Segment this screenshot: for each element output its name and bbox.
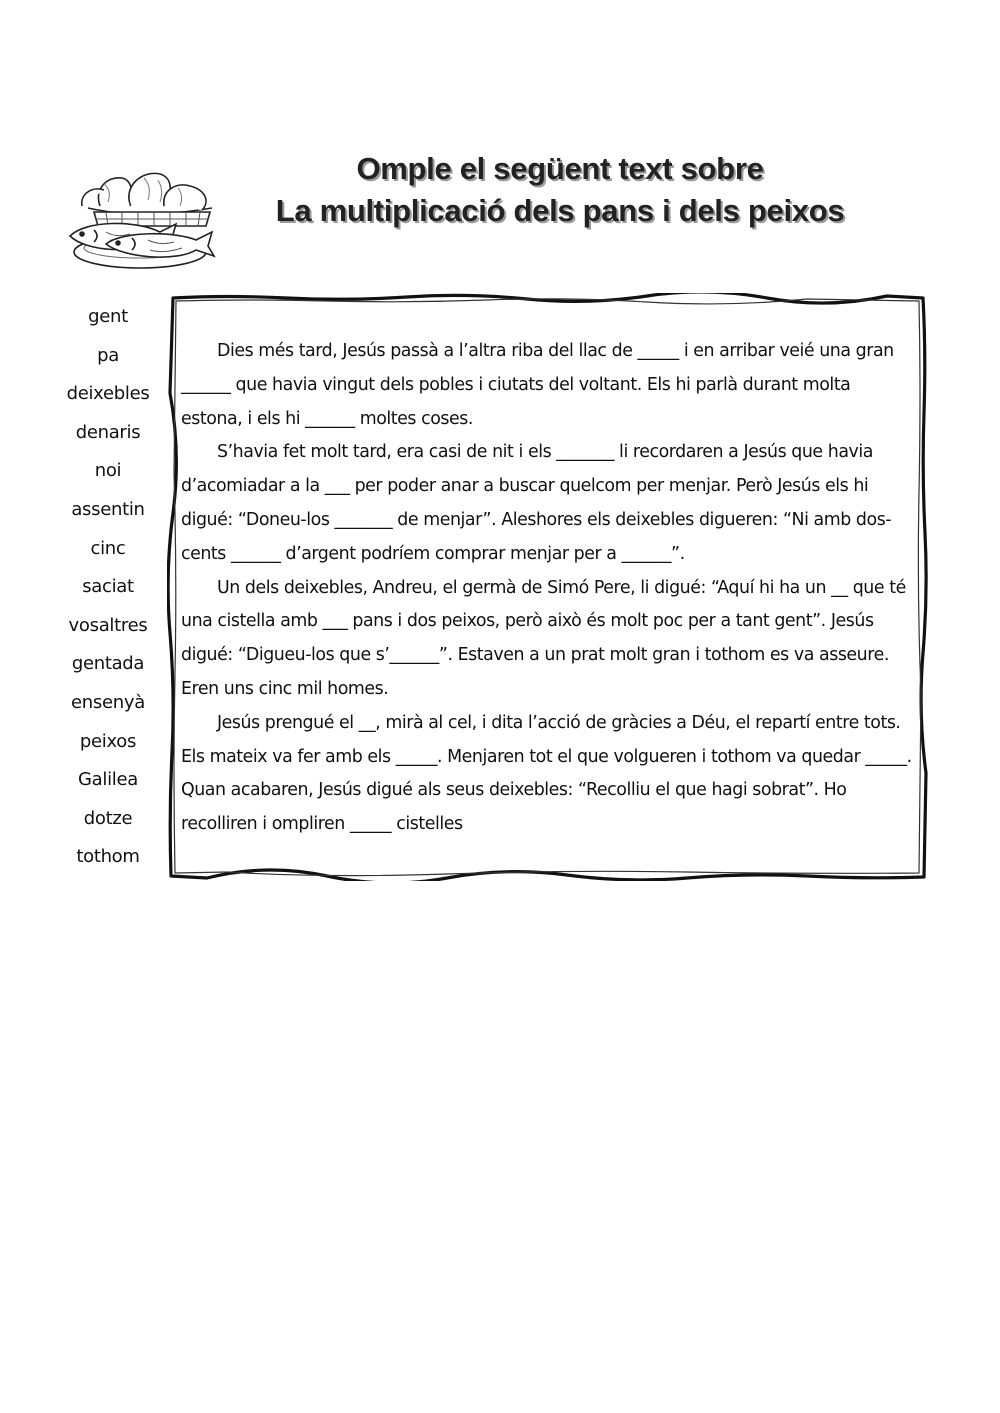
word-bank-item: gent [88, 306, 128, 327]
story-paragraph-3: Un dels deixebles, Andreu, el germà de Simó Pere, li digué: “Aquí hi ha un __ que té una cistella amb ___ pans i dos peixos, però això és molt poc per a tant gent”. Jesús digué: “Digueu-los que s’______”. Estaven a un prat molt gran i tothom es va asseure. Eren uns cinc mil homes. [181, 577, 906, 699]
word-bank-item: tothom [76, 846, 140, 868]
word-bank-item: assentin [71, 498, 145, 520]
word-bank-item: vosaltres [68, 614, 148, 636]
title-line-1: Omple el següent text sobre [356, 151, 764, 186]
word-bank-item: deixebles [66, 383, 150, 405]
word-bank [52, 298, 164, 877]
word-bank-item: ensenyà [71, 691, 145, 713]
word-bank-item: dotze [83, 807, 133, 829]
worksheet-title [230, 148, 890, 232]
word-bank-item: cinc [90, 537, 126, 559]
word-bank-item: noi [94, 460, 122, 482]
story-paragraph-1: Dies més tard, Jesús passà a l’altra riba del llac de _____ i en arribar veié una gran ______ que havia vingut dels pobles i ciutats del voltant. Els hi parlà durant molta estona, i els hi ______ moltes coses. [181, 341, 894, 429]
bread-and-fish-plate-icon [60, 168, 220, 272]
word-bank-item: saciat [82, 576, 134, 598]
story-paragraph-4: Jesús prengué el __, mirà al cel, i dita l’acció de gràcies a Déu, el repartí entre tots. Els mateix va fer amb els _____. Menjaren tot el que volgueren i tothom va quedar _____. Quan acabaren, Jesús digué als seus deixebles: “Recolliu el que hagi sobrat”. Ho recolliren i ompliren _____ cistelles [181, 712, 912, 835]
story-text [181, 335, 916, 842]
story-frame [167, 293, 928, 881]
word-bank-item: Galilea [78, 769, 138, 791]
word-bank-item: pa [97, 344, 119, 366]
word-bank-item: peixos [79, 730, 137, 752]
word-bank-item: denaris [75, 421, 141, 443]
title-line-2: La multiplicació dels pans i dels peixos [275, 193, 845, 228]
word-bank-item: gentada [71, 653, 145, 675]
story-paragraph-2: S’havia fet molt tard, era casi de nit i els _______ li recordaren a Jesús que havia d’acomiadar a la ___ per poder anar a buscar quelcom per menjar. Però Jesús els hi digué: “Doneu-los _______ de menjar”. Aleshores els deixebles digueren: “Ni amb dos-cents ______ d’argent podríem comprar menjar per a ______”. [181, 442, 892, 564]
